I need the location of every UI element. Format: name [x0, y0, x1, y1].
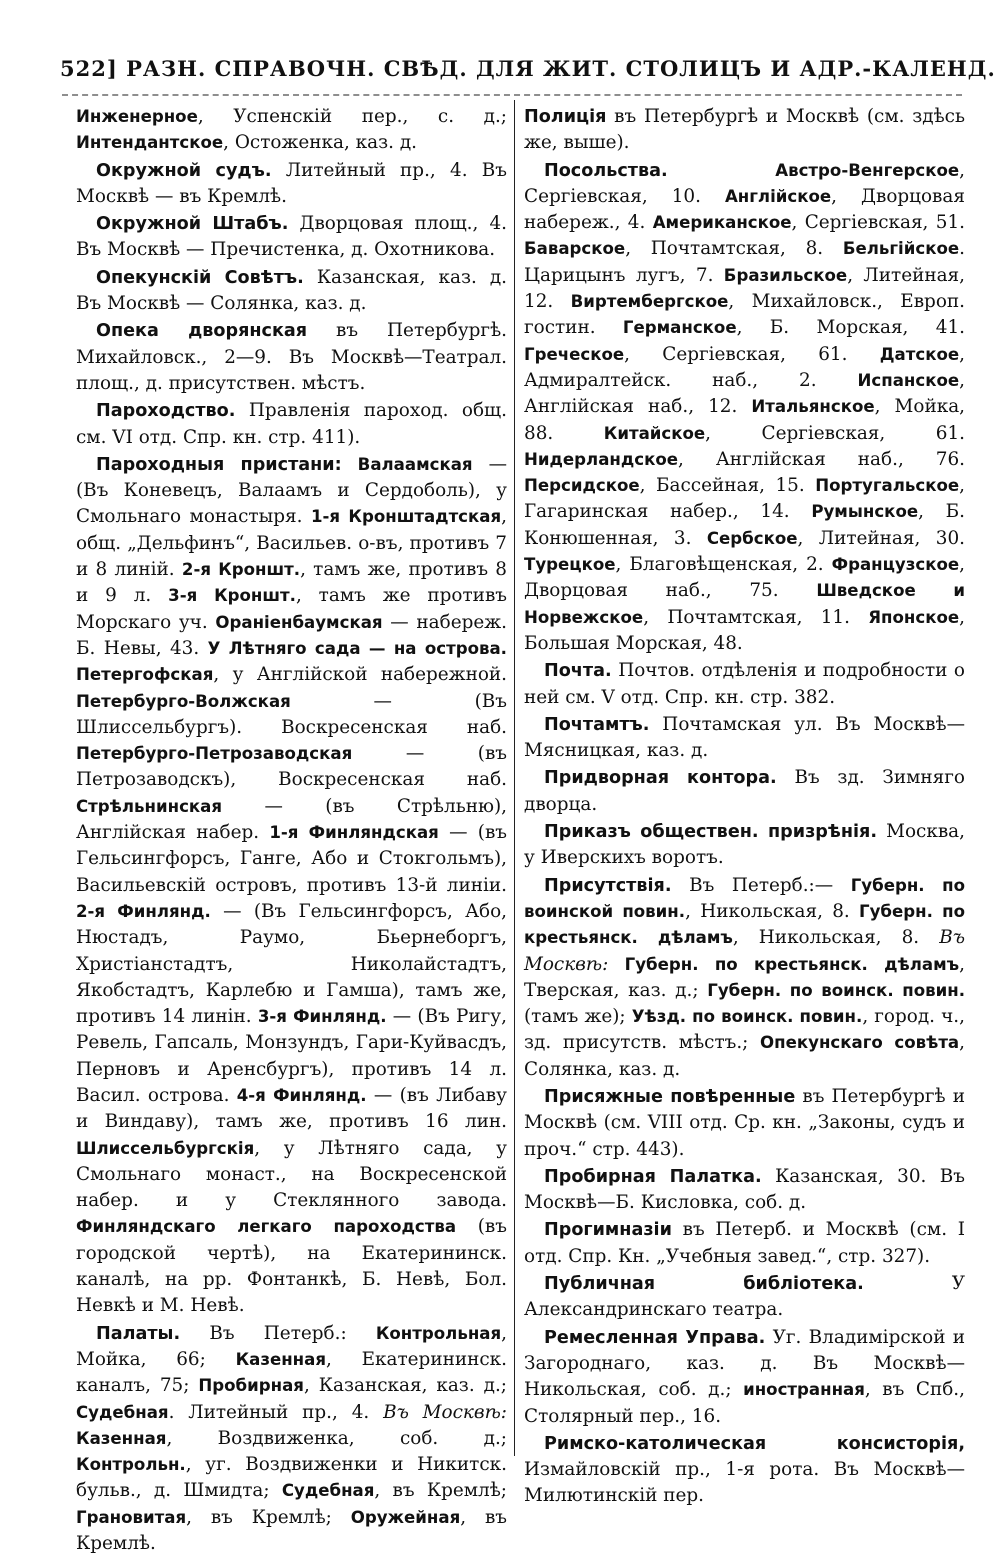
entry-text: , город. ч., зд. присутств. мѣстъ.; [524, 1006, 965, 1054]
entry-keyword: Румынское [811, 502, 919, 522]
entry-text: , Почтамтская, 8. [625, 238, 843, 260]
entry-keyword: 3-я Кроншт. [168, 586, 296, 606]
entry-keyword: Губерн. по крестьянск. дѣламъ [624, 954, 960, 974]
directory-entry [76, 211, 507, 264]
entry-text: . Литейный пр., 4. [168, 1401, 384, 1423]
entry-heading: Окружной Штабъ. [96, 214, 289, 235]
entry-text: — (въ Петрозаводскъ), Воскресенская наб. [76, 743, 507, 791]
entry-heading: Палаты. [96, 1323, 181, 1344]
entry-keyword: Китайское [603, 423, 706, 443]
entry-text: , тамъ же противъ Морскаго уч. [76, 585, 507, 633]
entry-keyword: Казенная [76, 1428, 167, 1448]
directory-entry [524, 712, 965, 765]
directory-entry [524, 1164, 965, 1217]
entry-text: , Адмиралтейск. наб., 2. [524, 343, 965, 391]
entry-keyword: У Лѣтняго сада — на острова. [207, 638, 507, 658]
entry-keyword: 2-я Финлянд. [76, 901, 211, 921]
entry-heading: Пароходство. [96, 401, 236, 422]
entry-keyword: Французское [831, 555, 960, 575]
entry-keyword: Финляндскаго легкаго пароходства [76, 1217, 457, 1237]
entry-text: , Казанская, каз. д.; [303, 1375, 507, 1397]
entry-heading: Пароходныя пристани: [96, 454, 342, 475]
directory-entry [524, 873, 965, 1083]
entry-keyword: Датское [879, 344, 960, 364]
entry-text: , Сергіевская, 61. [624, 343, 880, 365]
entry-text: , Гагаринская набер., 14. [524, 475, 965, 523]
entry-text: — (въ Стрѣльню), Англійская набер. [76, 795, 507, 844]
directory-entry [524, 1271, 965, 1324]
entry-keyword: 2-я Кроншт. [181, 560, 301, 580]
entry-keyword: Англійское [724, 186, 832, 206]
entry-text: Правленія пароход. общ. см. VI отд. Спр. кн. стр. 411). [76, 400, 507, 448]
entry-keyword: Нидерландское [524, 449, 679, 469]
entry-keyword: Петергофская [76, 665, 214, 685]
entry-text: , Михайловск., Европ. гостин. [524, 291, 965, 339]
entry-keyword: Инженерное [76, 107, 198, 126]
left-column [76, 104, 508, 1555]
entry-text: — (въ Гельсингфорсъ, Ганге, Або и Стокгольмъ), Васильевскій островъ, противъ 13-й линіи. [76, 822, 507, 896]
entry-text: , у Англійской набережной. [213, 664, 507, 686]
entry-keyword: Контрольная [375, 1323, 502, 1343]
entry-heading: Посольства. [544, 160, 668, 181]
directory-entry [524, 1217, 965, 1270]
entry-text: У Александринскаго театра. [524, 1273, 966, 1321]
entry-italic: Въ Москвѣ: [524, 927, 965, 975]
entry-keyword: Судебная [281, 1481, 375, 1501]
entry-keyword: 1-я Финляндская [269, 823, 439, 843]
entry-keyword: 3-я Финлянд. [257, 1007, 387, 1027]
directory-entry [76, 104, 507, 157]
directory-entry [524, 1431, 965, 1510]
entry-keyword: Шлиссельбургскія [76, 1138, 255, 1158]
entry-keyword: Баварское [524, 239, 626, 259]
entry-text: — (Въ Ригу, Ревель, Гапсаль, Монзундъ, Гари-Куйвасдъ, Перновъ и Аренсбургъ), противъ 14 л. Васил. острова. [76, 1006, 507, 1106]
entry-heading: Почта. [544, 661, 612, 682]
entry-text: — (Въ Гельсингфорсъ, Або, Нюстадъ, Раумо, Бьернеборгъ, Христіанстадтъ, Николайстадтъ, Якобстадтъ, Карлебю и Гамша), тамъ же, противъ 14 линін. [76, 900, 507, 1028]
entry-text: , у Лѣтняго сада, у Смольнаго монаст., на Воскресенской набер. и у Стеклянного завода. [76, 1137, 507, 1212]
entry-text: , Литейная, 12. [524, 264, 966, 313]
entry-keyword: Уѣзд. по воинск. повин. [631, 1007, 863, 1027]
header-rule [62, 94, 962, 102]
entry-text: Литейный пр., 4. Въ Москвѣ — въ Кремлѣ. [76, 159, 507, 207]
entry-heading: Ремесленная Управа. [544, 1327, 766, 1348]
entry-text [608, 954, 624, 975]
entry-text: Москва, у Иверскихъ воротъ. [524, 821, 965, 869]
entry-heading: Прогимназіи [544, 1220, 672, 1241]
entry-text: , Почтамтская, 11. [643, 606, 869, 628]
directory-entry [524, 765, 965, 818]
entry-text: , Екатерининск. каналъ, 75; [76, 1348, 507, 1397]
entry-text: — (Въ Коневецъ, Валаамъ и Сердоболь), у Смольнаго монастыря. [76, 453, 507, 528]
entry-text: , Большая Морская, 48. [524, 606, 965, 654]
entry-keyword: Губерн. по воинской повин. [524, 875, 965, 921]
entry-keyword: Петербурго-Волжская [76, 691, 291, 711]
entry-keyword: Испанское [857, 370, 960, 390]
entry-keyword: Португальское [815, 476, 960, 496]
entry-text: , Остоженка, каз. д. [223, 132, 417, 154]
running-header: 522] РАЗН. СПРАВОЧН. СВѢД. ДЛЯ ЖИТ. СТОЛИЦЪ И АДР.-КАЛЕНД. [60, 56, 996, 81]
entry-keyword: Ораніенбаумская [215, 612, 383, 632]
entry-heading: Придворная контора. [544, 768, 777, 789]
entry-text: . Царицынъ лугъ, 7. [524, 238, 965, 286]
entry-heading: Полиція [524, 107, 607, 127]
entry-text: , Воздвиженка, соб. д.; [166, 1427, 507, 1449]
entry-text: , Англійская наб., 12. [524, 369, 965, 418]
entry-keyword: Опекунскаго совѣта [760, 1033, 960, 1053]
entry-text: , Сергіевская, 61. [705, 422, 965, 444]
entry-heading: Публичная библіотека. [544, 1274, 864, 1295]
entry-text: , Англійская наб., 76. [678, 448, 965, 470]
entry-text: Измайловскій пр., 1-я рота. Въ Москвѣ—Милютинскій пер. [524, 1459, 965, 1507]
entry-keyword: Итальянское [751, 397, 875, 417]
entry-text: (тамъ же); [524, 1006, 632, 1028]
entry-text: , Успенскій пер., с. д.; [197, 106, 507, 127]
entry-keyword: Губерн. по воинск. повин. [707, 980, 965, 1000]
entry-text [342, 454, 358, 475]
directory-entry [524, 1084, 965, 1163]
entry-heading: Опека дворянская [96, 321, 308, 342]
entry-keyword: Турецкое [524, 555, 616, 575]
entry-text [668, 160, 776, 181]
entry-keyword: Грановитая [76, 1507, 187, 1527]
entry-text: Казанская, 30. Въ Москвѣ—Б. Кисловка, соб. д. [524, 1165, 965, 1214]
entry-text: , Никольская, 8. [732, 927, 940, 949]
entry-text: Въ зд. Зимняго дворца. [524, 767, 965, 815]
entry-text: , Дворцовая набереж., 4. [524, 185, 965, 234]
entry-text: , Б. Морская, 41. [736, 317, 966, 339]
entry-text: въ Петерб. и Москвѣ (см. I отд. Спр. Кн. „Учебныя завед.“, стр. 327). [524, 1219, 965, 1267]
entry-heading: Римско-католическая консисторія, [544, 1433, 965, 1454]
directory-entry [524, 1325, 965, 1430]
entry-text: Дворцовая площ., 4. Въ Москвѣ — Пречистенка, д. Охотникова. [76, 213, 507, 261]
entry-text: , общ. „Дельфинъ“, Васильев. о-въ, противъ 7 и 8 линій. [76, 506, 507, 581]
entry-keyword: Греческое [524, 344, 625, 364]
directory-entry [76, 1321, 507, 1557]
column-divider [514, 100, 515, 1456]
entry-text: , уг. Воздвиженки и Никитск. бульв., д. Шмидта; [76, 1454, 507, 1502]
entry-keyword: иностранная [743, 1380, 865, 1400]
entry-text: Почтов. отдѣленія и подробности о ней см. V отд. Спр. кн. стр. 382. [524, 660, 965, 708]
entry-heading: Опекунскій Совѣтъ. [96, 267, 304, 288]
entry-keyword: 4-я Финлянд. [236, 1085, 367, 1105]
entry-keyword: Судебная [76, 1402, 169, 1422]
entry-keyword: Стрѣльнинская [76, 796, 223, 816]
entry-text: Въ Петерб.:— [671, 874, 851, 896]
directory-entry [524, 819, 965, 872]
entry-keyword: Японское [868, 607, 960, 627]
entry-text: , Никольская, 8. [685, 900, 860, 922]
entry-keyword: Пробирная [198, 1376, 304, 1396]
entry-keyword: Шведское и Норвежское [524, 581, 965, 627]
entry-keyword: Бразильское [723, 265, 848, 285]
directory-entry [76, 265, 507, 318]
directory-entry [524, 658, 965, 711]
entry-text: Въ Петерб.: [180, 1322, 376, 1344]
entry-keyword: Германское [622, 318, 737, 338]
entry-keyword: Контрольн. [76, 1455, 186, 1475]
entry-keyword: Петербурго-Петрозаводская [76, 744, 353, 764]
entry-text: (въ городской чертѣ), на Екатерининск. каналѣ, на рр. Фонтанкѣ, Б. Невѣ, Бол. Невкѣ и М. Невѣ. [76, 1216, 507, 1317]
entry-text: , въ Спб., Столярный пер., 16. [524, 1379, 965, 1427]
entry-text: — (въ Либаву и Виндаву), тамъ же, противъ 16 лин. [76, 1084, 507, 1133]
entry-text: Почтамская ул. Въ Москвѣ—Мясницкая, каз. д. [524, 713, 965, 762]
entry-keyword: Валаамская [357, 454, 473, 474]
entry-heading: Приказъ обществен. призрѣнія. [544, 822, 877, 843]
entry-keyword: Американское [652, 213, 792, 233]
entry-text: , Мойка, 66; [76, 1322, 507, 1370]
entry-text: , Благовѣщенская, 2. [615, 554, 832, 576]
entry-text: Казанская, каз. д. Въ Москвѣ — Солянка, каз. д. [76, 266, 507, 315]
entry-heading: Присяжные повѣренные [544, 1086, 796, 1107]
entry-heading: Окружной судъ. [96, 160, 272, 181]
entry-text: , тамъ же, противъ 8 и 9 л. [76, 559, 508, 607]
directory-entry [524, 104, 965, 157]
entry-text: , Б. Конюшенная, 3. [524, 501, 965, 549]
entry-keyword: Виртембергское [570, 292, 729, 312]
entry-text: , Литейная, 30. [797, 527, 965, 549]
directory-entry [76, 452, 507, 1320]
directory-entry [76, 398, 507, 451]
entry-text: , Мойка, 88. [524, 396, 966, 444]
entry-keyword: 1-я Кронштадтская [310, 507, 502, 527]
entry-text: , Тверская, каз. д.; [524, 953, 965, 1001]
directory-entry [76, 158, 507, 211]
directory-entry [76, 318, 507, 397]
entry-text: , Дворцовая наб., 75. [524, 554, 965, 602]
entry-text: , въ Кремлѣ; [186, 1506, 351, 1528]
entry-keyword: Сербское [706, 528, 798, 548]
entry-text: , Сергіевская, 51. [791, 212, 965, 234]
entry-heading: Почтамтъ. [544, 714, 650, 735]
entry-keyword: Персидское [524, 476, 640, 496]
entry-keyword: Интендантское [76, 133, 224, 153]
entry-keyword: Казенная [235, 1349, 327, 1369]
entry-keyword: Губерн. по крестьянск. дѣламъ [524, 901, 965, 948]
entry-text: въ Петербургѣ и Москвѣ (см. VIII отд. Ср. кн. „Законы, судъ и проч.“ стр. 443). [524, 1085, 965, 1160]
entry-text: , Сергіевская, 10. [524, 159, 965, 207]
entry-text: , Солянка, каз. д. [524, 1032, 965, 1080]
entry-text: , въ Кремлѣ. [76, 1506, 507, 1555]
entry-keyword: Оружейная [350, 1507, 461, 1527]
entry-text: — набереж. Б. Невы, 43. [76, 611, 507, 659]
entry-heading: Пробирная Палатка. [544, 1166, 762, 1187]
entry-text: , Бассейная, 15. [639, 475, 816, 497]
entry-text: въ Петербургѣ. Михайловск., 2—9. Въ Москвѣ—Театрал. площ., д. присутствен. мѣстъ. [76, 320, 508, 394]
entry-keyword: Австро-Венгерское [775, 160, 960, 180]
entry-keyword: Бельгійское [842, 239, 960, 259]
entry-text: , въ Кремлѣ; [374, 1480, 507, 1502]
entry-text: Уг. Владимірской и Загороднаго, каз. д. Въ Москвѣ—Никольская, соб. д.; [524, 1326, 965, 1401]
entry-italic: Въ Москвѣ: [383, 1401, 507, 1423]
directory-entry [524, 158, 965, 658]
entry-text: — (Въ Шлиссельбургъ). Воскресенская наб. [76, 690, 507, 738]
entry-heading: Присутствія. [544, 875, 672, 896]
right-column [524, 104, 966, 1507]
entry-text: въ Петербургѣ и Москвѣ (см. здѣсь же, выше). [524, 106, 965, 154]
